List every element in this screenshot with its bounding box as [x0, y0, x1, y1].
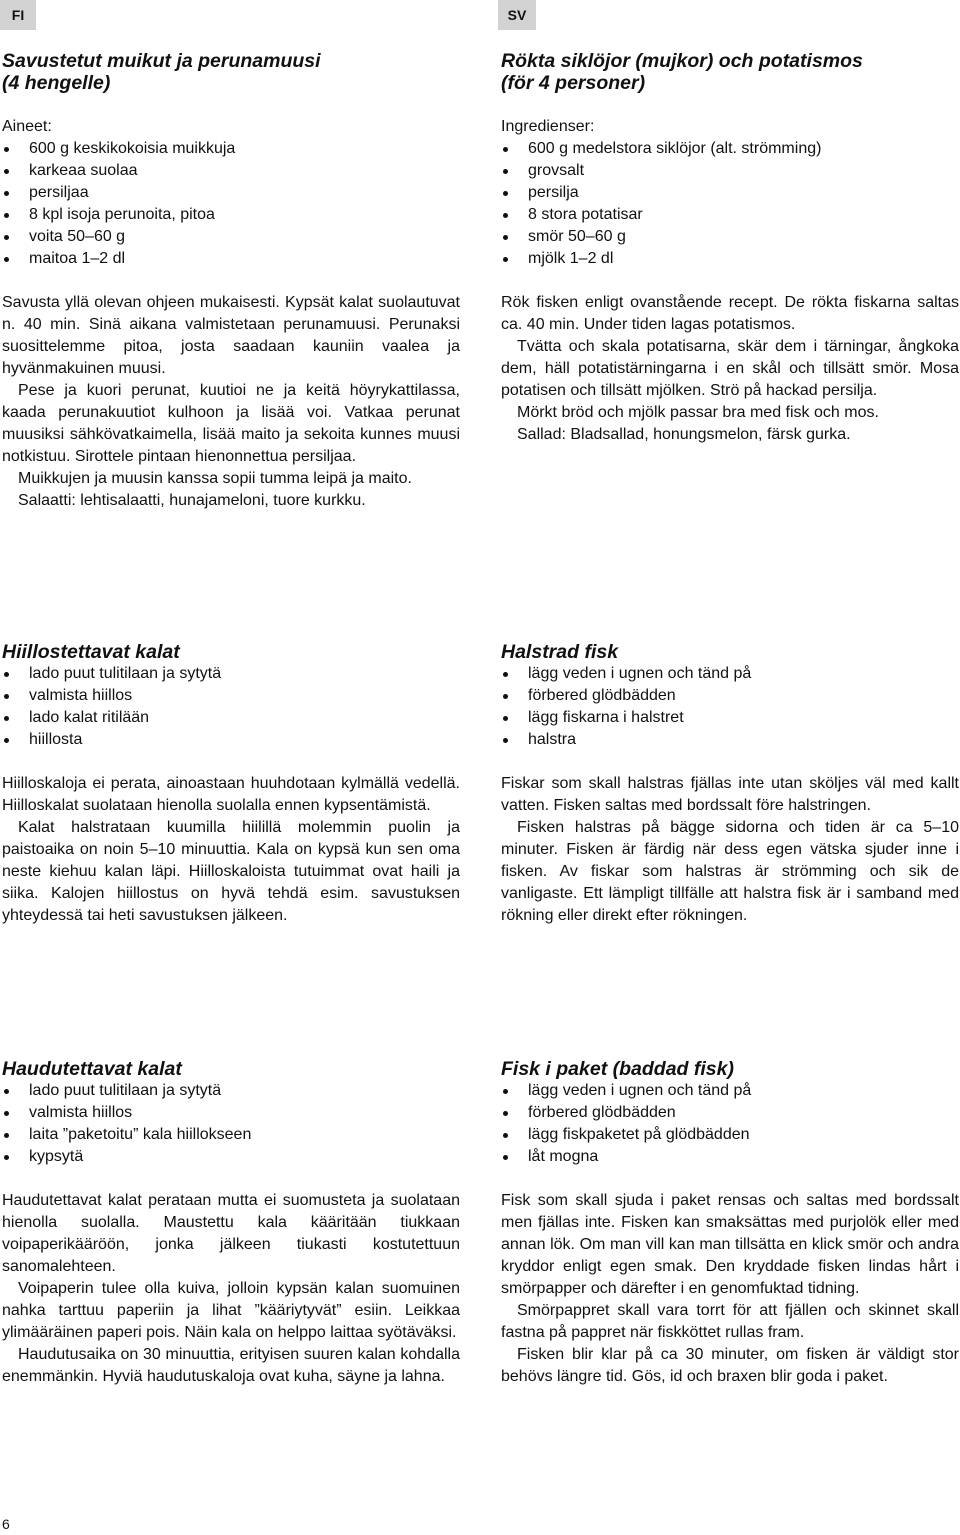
step-item: förbered glödbädden: [501, 685, 959, 707]
instruction-paragraph: Tvätta och skala potatisarna, skär dem i tärningar, ångkoka dem, häll potatistärningarna i en skål och tillsätt smör. Mosa potatisen och tillsätt mjölken. Strö på hackad persilja.: [501, 338, 959, 399]
language-tab-sv: SV: [498, 0, 536, 30]
recipe-title-line: (för 4 personer): [501, 72, 646, 94]
instruction-paragraph: Pese ja kuori perunat, kuutioi ne ja keitä höyrykattilassa, kaada perunakuutiot kulhoon ja lisää voi. Vatkaa perunat muusiksi sähkövatkaimella, lisää maito ja sekoita kunnes muusi notkistuu. Sirottele pintaan hienonnettua persiljaa.: [2, 382, 460, 465]
recipe-title: Halstrad fisk: [501, 641, 619, 663]
instruction-paragraph: Muikkujen ja muusin kanssa sopii tumma leipä ja maito.: [18, 470, 412, 487]
step-item: lado puut tulitilaan ja sytytä: [2, 1080, 460, 1102]
recipe-instructions: [2, 292, 460, 512]
page-number: 6: [2, 1516, 10, 1532]
instruction-paragraph: Haudutusaika on 30 minuuttia, erityisen suuren kalan kohdalla enemmänkin. Hyviä haudutuskaloja ovat kuha, säyne ja lahna.: [2, 1346, 460, 1385]
ingredient-item: maitoa 1–2 dl: [2, 248, 460, 270]
ingredient-item: persilja: [501, 182, 959, 204]
fi-recipe-grilled-fish: [2, 641, 460, 927]
ingredient-list: [2, 138, 460, 270]
ingredient-item: persiljaa: [2, 182, 460, 204]
instruction-paragraph: Haudutettavat kalat perataan mutta ei suomusteta ja suolataan hienolla suolalla. Maustettu kala kääritään tiukkaan voipaperikääröön, jonka jälkeen tiukasti kostutettuun sanomalehteen.: [2, 1192, 460, 1275]
step-item: valmista hiillos: [2, 1102, 460, 1124]
step-item: halstra: [501, 729, 959, 751]
recipe-title: Haudutettavat kalat: [2, 1058, 182, 1080]
ingredient-list: [501, 138, 959, 270]
recipe-title: Fisk i paket (baddad fisk): [501, 1058, 734, 1080]
recipe-title: Hiillostettavat kalat: [2, 641, 180, 663]
recipe-title-line: Savustetut muikut ja perunamuusi: [2, 50, 321, 72]
step-item: lägg fiskarna i halstret: [501, 707, 959, 729]
step-item: hiillosta: [2, 729, 460, 751]
recipe-title-line: Rökta siklöjor (mujkor) och potatismos: [501, 50, 863, 72]
step-item: laita ”paketoitu” kala hiillokseen: [2, 1124, 460, 1146]
ingredient-item: 8 kpl isoja perunoita, pitoa: [2, 204, 460, 226]
ingredient-item: grovsalt: [501, 160, 959, 182]
fi-recipe-smoked-vendace: [2, 50, 460, 512]
recipe-title: [2, 50, 460, 94]
step-item: förbered glödbädden: [501, 1102, 959, 1124]
recipe-title-line: (4 hengelle): [2, 72, 111, 94]
instruction-paragraph: Sallad: Bladsallad, honungsmelon, färsk gurka.: [517, 426, 851, 443]
step-list: [501, 1080, 959, 1168]
instruction-paragraph: Fiskar som skall halstras fjällas inte utan sköljes väl med kallt vatten. Fisken saltas med bordssalt före halstringen.: [501, 775, 959, 814]
step-item: lado puut tulitilaan ja sytytä: [2, 663, 460, 685]
recipe-instructions: [501, 292, 959, 446]
instruction-paragraph: Fisken halstras på bägge sidorna och tiden är ca 5–10 minuter. Fisken är färdig när dess egen vätska sjuder inne i fisken. Av fiskar som halstras är strömming och sik de vanligaste. Ett lämpligt tillfälle att halstra fisk är i samband med rökning eller direkt efter rökningen.: [501, 819, 959, 924]
sv-recipe-fish-in-package: [501, 1058, 959, 1388]
instruction-paragraph: Savusta yllä olevan ohjeen mukaisesti. Kypsät kalat suolautuvat n. 40 min. Sinä aikana valmistetaan perunamuusi. Perunaksi suosittelemme pitoa, josta saadaan kauniin vaalea ja hyvänmakuinen muusi.: [2, 294, 460, 377]
step-item: lägg fiskpaketet på glödbädden: [501, 1124, 959, 1146]
instruction-paragraph: Kalat halstrataan kuumilla hiilillä molemmin puolin ja paistoaika on noin 5–10 minuuttia. Kala on kypsä kun sen oma neste kiehuu kalan läpi. Hiilloskaloista tutuimmat ovat haili ja siika. Kalojen hiillostus on hyvä tehdä esim. savustuksen yhteydessä tai heti savustuksen jälkeen.: [2, 819, 460, 924]
ingredient-item: mjölk 1–2 dl: [501, 248, 959, 270]
recipe-instructions: [501, 773, 959, 927]
recipe-instructions: [501, 1190, 959, 1388]
recipe-instructions: [2, 1190, 460, 1388]
step-list: [501, 663, 959, 751]
step-item: lägg veden i ugnen och tänd på: [501, 663, 959, 685]
sv-recipe-smoked-vendace: [501, 50, 959, 446]
fi-recipe-steamed-fish: [2, 1058, 460, 1388]
instruction-paragraph: Fisken blir klar på ca 30 minuter, om fisken är väldigt stor behövs längre tid. Gös, id och braxen blir goda i paket.: [501, 1346, 959, 1385]
instruction-paragraph: Hiilloskaloja ei perata, ainoastaan huuhdotaan kylmällä vedellä. Hiilloskalat suolataan hienolla suolalla ennen kypsentämistä.: [2, 775, 460, 814]
step-list: [2, 1080, 460, 1168]
step-item: låt mogna: [501, 1146, 959, 1168]
step-item: lado kalat ritilään: [2, 707, 460, 729]
step-item: lägg veden i ugnen och tänd på: [501, 1080, 959, 1102]
instruction-paragraph: Smörpappret skall vara torrt för att fjällen och skinnet skall fastna på pappret när fiskköttet rullas fram.: [501, 1302, 959, 1341]
language-tab-fi: FI: [0, 0, 36, 30]
ingredient-item: voita 50–60 g: [2, 226, 460, 248]
step-list: [2, 663, 460, 751]
recipe-title: [501, 50, 959, 94]
instruction-paragraph: Fisk som skall sjuda i paket rensas och saltas med bordssalt men fjällas inte. Fisken kan smaksättas med purjolök eller med annan lök. Om man vill kan man tillsätta en klick smör och andra kryddor enligt egen smak. Den kryddade fisken lindas hårt i smörpapper och därefter i en genomfuktad tidning.: [501, 1192, 959, 1297]
instruction-paragraph: Rök fisken enligt ovanstående recept. De rökta fiskarna saltas ca. 40 min. Under tiden lagas potatismos.: [501, 294, 959, 333]
instruction-paragraph: Mörkt bröd och mjölk passar bra med fisk och mos.: [517, 404, 879, 421]
ingredients-heading: Ingredienser:: [501, 118, 595, 135]
ingredient-item: smör 50–60 g: [501, 226, 959, 248]
step-item: valmista hiillos: [2, 685, 460, 707]
recipe-instructions: [2, 773, 460, 927]
instruction-paragraph: Voipaperin tulee olla kuiva, jolloin kypsän kalan suomuinen nahka tarttuu paperiin ja lihat ”kääriytyvät” esiin. Leikkaa ylimääräinen paperi pois. Näin kala on helppo laittaa syötäväksi.: [2, 1280, 460, 1341]
step-item: kypsytä: [2, 1146, 460, 1168]
ingredient-item: 8 stora potatisar: [501, 204, 959, 226]
ingredient-item: 600 g medelstora siklöjor (alt. strömming): [501, 138, 959, 160]
sv-recipe-grilled-fish: [501, 641, 959, 927]
ingredient-item: karkeaa suolaa: [2, 160, 460, 182]
instruction-paragraph: Salaatti: lehtisalaatti, hunajameloni, tuore kurkku.: [18, 492, 366, 509]
ingredients-heading: Aineet:: [2, 118, 52, 135]
ingredient-item: 600 g keskikokoisia muikkuja: [2, 138, 460, 160]
